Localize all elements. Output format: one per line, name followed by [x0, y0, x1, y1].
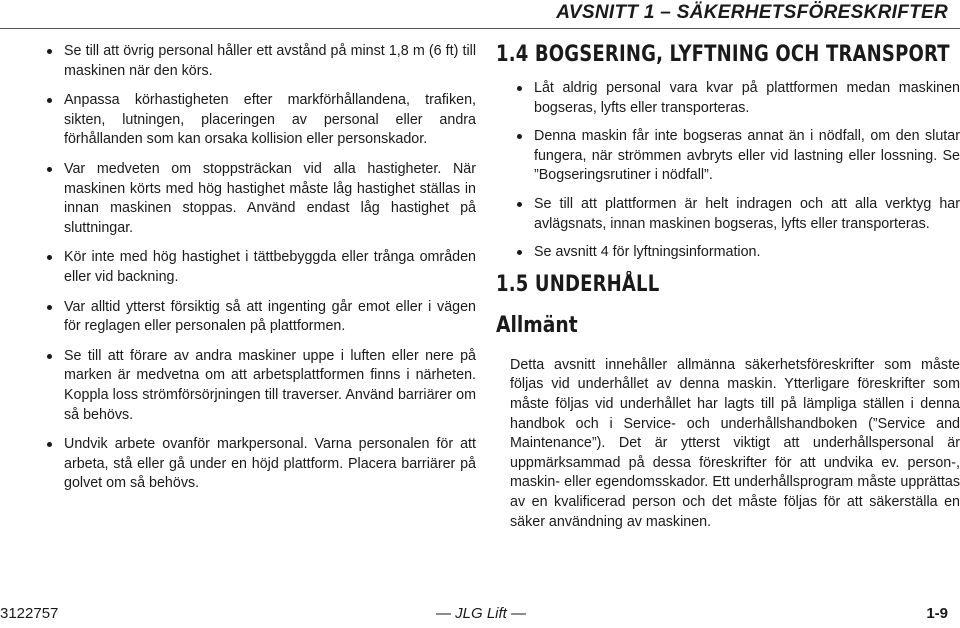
header-rule	[0, 28, 960, 29]
bullet-icon	[47, 305, 52, 310]
footer-brand: — JLG Lift —	[436, 605, 527, 622]
list-item-text: Se avsnitt 4 för lyftningsinformation.	[534, 244, 761, 261]
right-column	[496, 42, 960, 532]
footer-page-number: 1-9	[926, 605, 948, 622]
bullet-icon	[517, 250, 522, 255]
list-item-text: Denna maskin får inte bogseras annat än i nödfall, om den slutar fungera, när strömmen avbryts eller vid lastning eller lossning. Se ”Bogseringsrutiner i nödfall”.	[534, 128, 960, 184]
page-footer	[0, 600, 960, 622]
bullet-icon	[47, 354, 52, 359]
list-item	[44, 298, 476, 337]
left-bullet-list	[44, 42, 476, 494]
list-item	[514, 127, 960, 186]
list-item-text: Låt aldrig personal vara kvar på plattformen medan maskinen bogseras, lyfts eller transporteras.	[534, 80, 960, 116]
bullet-icon	[47, 98, 52, 103]
left-column	[44, 42, 476, 504]
list-item-text: Se till att förare av andra maskiner uppe i luften eller nere på marken är medvetna om att arbetsplattformen finns i närheten. Koppla loss strömförsörjningen till traverser. Använd barriärer om så behövs.	[64, 347, 476, 423]
list-item-text: Kör inte med hög hastighet i tättbebyggda eller trånga områden eller vid backning.	[64, 249, 476, 285]
bullet-icon	[47, 167, 52, 172]
section-1-4-bullet-list	[496, 79, 960, 263]
list-item-text: Var medveten om stoppsträckan vid alla hastigheter. När maskinen körts med hög hastighet måste låg hastighet ställas in innan maskinen stoppas. Använd endast låg hastighet på sluttningar.	[64, 160, 476, 236]
section-1-4-title: 1.4 BOGSERING, LYFTNING OCH TRANSPORT	[496, 42, 950, 67]
list-item	[514, 79, 960, 118]
list-item	[44, 42, 476, 81]
footer-doc-number: 3122757	[0, 605, 59, 622]
list-item-text: Se till att plattformen är helt indragen och att alla verktyg har avlägsnats, innan maskinen bogseras, lyfts eller transporteras.	[534, 195, 960, 232]
bullet-icon	[47, 442, 52, 447]
list-item	[44, 160, 476, 238]
section-1-5-title: 1.5 UNDERHÅLL	[496, 271, 660, 297]
list-item	[514, 243, 960, 263]
list-item-text: Var alltid ytterst försiktig så att ingenting går emot eller i vägen för reglagen eller personalen på plattformen.	[64, 298, 476, 335]
section-1-5-subtitle: Allmänt	[496, 312, 578, 338]
list-item	[44, 347, 476, 425]
bullet-icon	[517, 202, 522, 207]
bullet-icon	[517, 134, 522, 139]
section-1-5-paragraph: Detta avsnitt innehåller allmänna säkerhetsföreskrifter som måste följas vid underhållet av denna maskin. Ytterligare föreskrifter som måste följas vid underhållet har lagts till på lämpliga ställen i denna handbok och i Service- och underhållshandboken (”Service and Maintenance”). Det är ytterst viktigt att underhållspersonal är uppmärksammad på dessa föreskrifter för att undvika ev. person-, maskin- eller egendomsskador. Ett underhållsprogram måste upprättas av en kvalificerad person och det måste följas för att säkerställa en säker användning av maskinen.	[510, 356, 960, 530]
list-item	[514, 195, 960, 234]
list-item	[44, 91, 476, 150]
bullet-icon	[517, 86, 522, 91]
list-item-text: Undvik arbete ovanför markpersonal. Varna personalen för att arbeta, stå eller gå under en höjd plattform. Placera barriärer på golvet om så behövs.	[64, 436, 476, 492]
list-item-text: Se till att övrig personal håller ett avstånd på minst 1,8 m (6 ft) till maskinen när den körs.	[64, 43, 476, 79]
list-item-text: Anpassa körhastigheten efter markförhållandena, trafiken, sikten, lutningen, placeringen av personal eller andra förhållanden som kan orsaka kollision eller personskador.	[64, 92, 476, 148]
list-item	[44, 248, 476, 287]
list-item	[44, 435, 476, 494]
bullet-icon	[47, 255, 52, 260]
page-header-section-title: AVSNITT 1 – SÄKERHETSFÖRESKRIFTER	[556, 2, 948, 23]
bullet-icon	[47, 49, 52, 54]
